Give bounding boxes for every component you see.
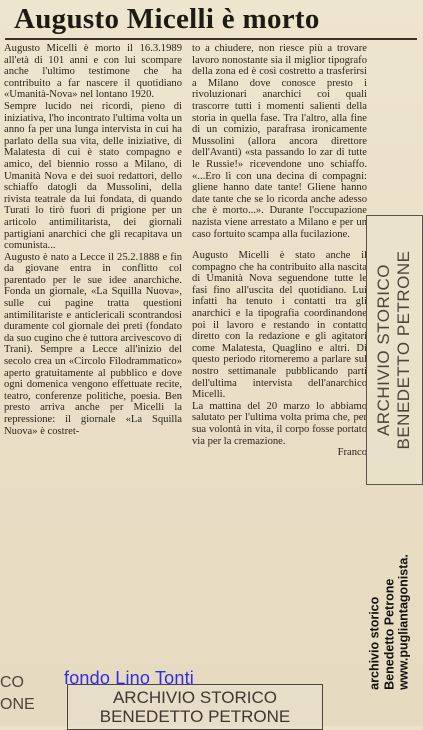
paragraph: Augusto è nato a Lecce il 25.2.1888 e fin da giovane entra in conflitto col parentado per le sue idee anarchiche. Fonda un giornale, «La Squilla Nuova», sulle cui pagine tratta questioni antimilitariste e anticlericali scontrandosi duramente col giornale dei preti (fondato da suo cugino che è tuttora arcivescovo di Trani). Sempre a Lecce all'inizio del secolo crea un «Circolo Filodrammatico» aperto gratuitamente al pubblico e dove ogni domenica vengono effettuate recite, teatro, conferenze politiche, poesia. Ben presto arriva anche per Micelli la repressione: il giornale «La Squilla Nuova» è costret-	[4, 251, 182, 437]
credit-line: www.pugliantagonista.	[396, 554, 411, 690]
left-column	[4, 43, 182, 437]
paragraph: Sempre lucido nei ricordi, pieno di iniziativa, l'ho incontrato l'ultima volta un anno fa per una lunga intervista in cui ha parlato della sua vita, delle iniziative, di Malatesta di cui è stato compagno e amico, del biennio rosso a Milano, di Umanità Nova e dei suoi redattori, dello schiaffo datogli da Mussolini, della rivista teatrale da lui fondata, di quando Turati lo tirò fuori di prigione per un articolo antimilitarista, dei giornali partigiani anarchici che gli recapitava un comunista...	[4, 100, 182, 252]
credit-line: Benedetto Petrone	[381, 578, 396, 690]
credit-line: archivio storico	[367, 596, 382, 690]
archive-stamp-bottom	[67, 684, 323, 730]
archive-credit-vertical	[367, 554, 411, 690]
fondo-label: fondo Lino Tonti	[64, 668, 194, 688]
archive-stamp-top-text	[374, 251, 414, 450]
headline-rule	[5, 38, 417, 40]
stamp-line: BENEDETTO PETRONE	[394, 250, 413, 450]
author-signature: Franco	[337, 447, 367, 459]
stamp-line: ARCHIVIO STORICO	[112, 688, 278, 707]
fragment-line: CO	[0, 674, 24, 691]
paragraph: Augusto Micelli è morto il 16.3.1989 all'età di 101 anni e con lui scompare anche l'ultimo testimone che ha contribuito a far nascere il quotidiano «Umanità-Nova» nel lontano 1920.	[4, 43, 182, 101]
fragment-line: ONE	[0, 696, 35, 713]
stamp-line: ARCHIVIO STORICO	[374, 263, 393, 437]
paragraph: La mattina del 20 marzo lo abbiamo salutato per l'ultima volta prima che, per sua volontà in vita, il corpo fosse portato via per la cremazione.	[192, 400, 367, 447]
headline: Augusto Micelli è morto	[14, 3, 320, 35]
right-column	[192, 43, 367, 459]
paragraph: to a chiudere, non riesce più a trovare lavoro nonostante sia il miglior tipografo della zona ed è così costretto a trasferirsi a Milano dove conosce presto i rivoluzionari anarchici coi quali trascorre tutti i momenti salienti della storia in quella fase. Tra l'altro, alla fine di un comizio, parafrasa ironicamente Mussolini (allora ancora direttore dell'Avanti) «sta passando lo zar di tutte le Russie!» ricevendone uno schiaffo. «...Ero lì con una decina di compagni: gliene hanno date tante! Gliene hanno date tante che se lo ricorda anche adesso che è morto...». Durante l'occupazione nazista viene arrestato a Milano e per un caso fortuito scampa alla fucilazione.	[192, 43, 367, 240]
stamp-line: BENEDETTO PETRONE	[99, 707, 291, 726]
paragraph: Augusto Micelli è stato anche il compagno che ha contribuito alla nascita di Umanità Nova seguendone tutte le fasi fino all'uscita del quotidiano. Lui infatti ha tenuto i contatti tra gli anarchici e la tipografia coordinandone poi il lavoro e restando in contatto diretto con la redazione e gli agitatori come Malatesta, Quaglino e altri. Di questo periodo ritorneremo a parlare sul nostro settimanale pubblicando parti dell'ultima intervista dell'anarchico Micelli.	[192, 250, 367, 401]
stamp-fragment-left	[0, 672, 35, 716]
